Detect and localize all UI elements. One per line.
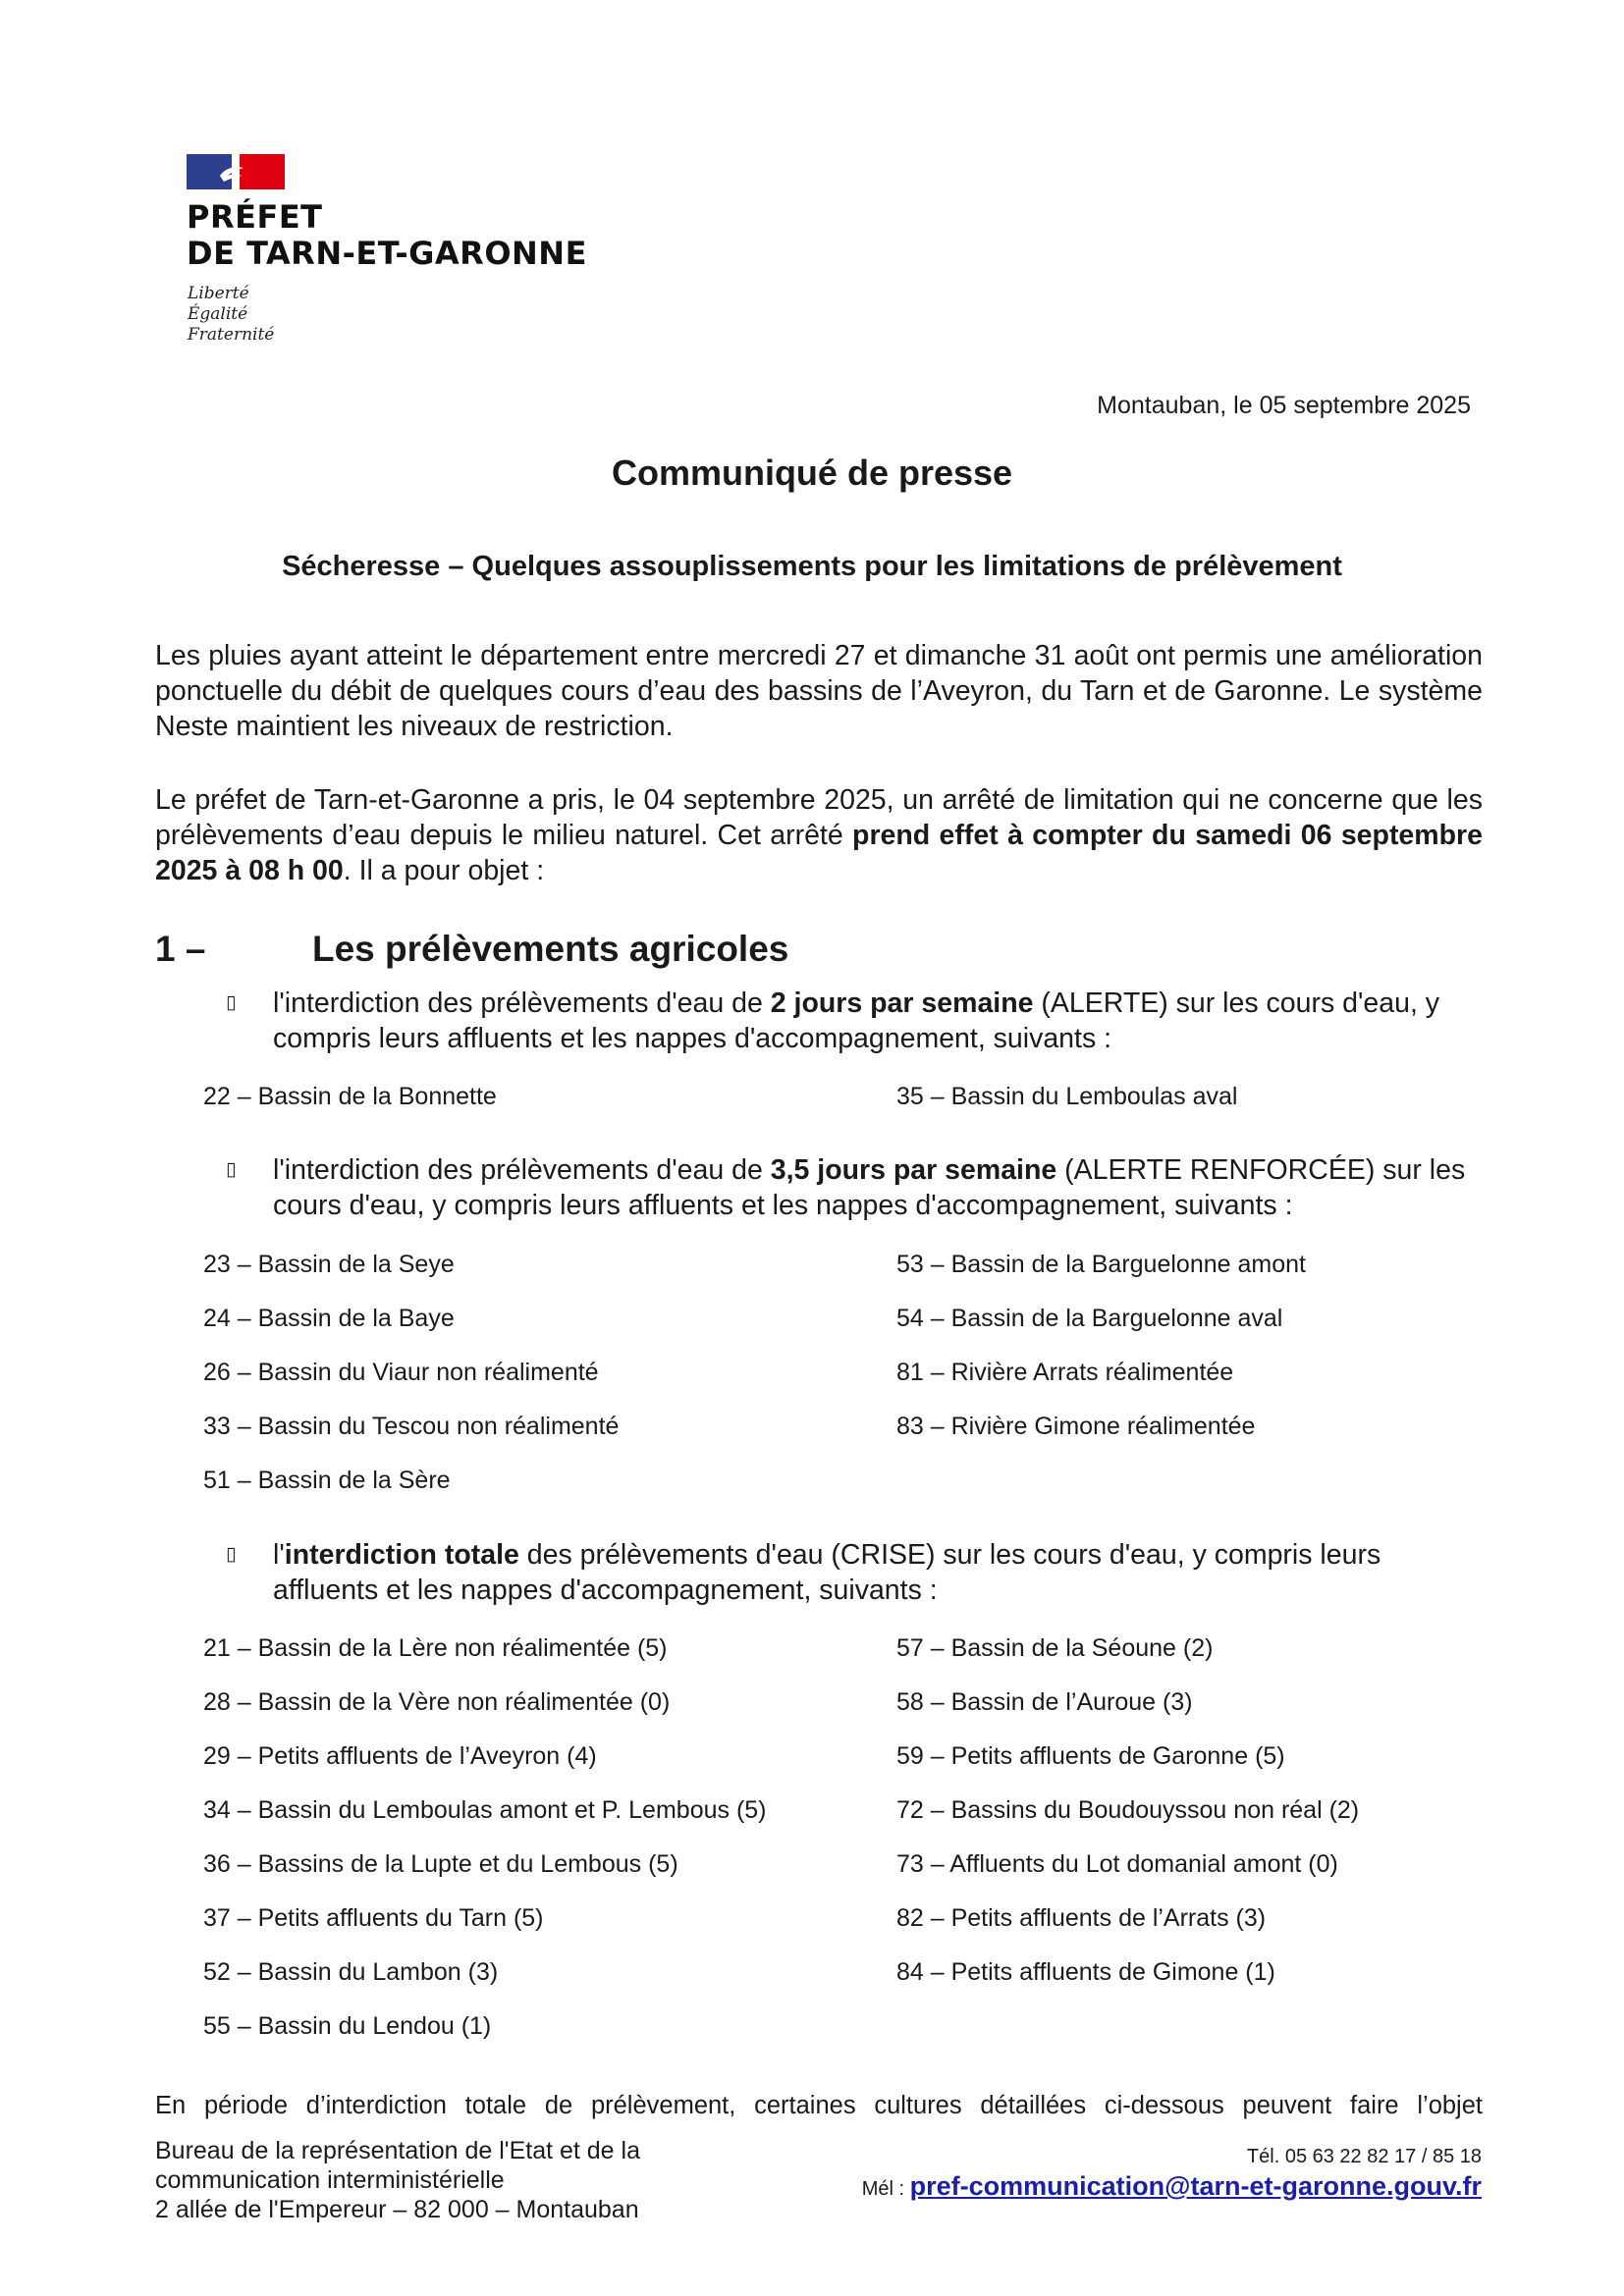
list-item: 72 – Bassins du Boudouyssou non réal (2) (896, 1796, 1360, 1824)
list-item: 54 – Bassin de la Barguelonne aval (896, 1305, 1283, 1332)
footer-phone: Tél. 05 63 22 82 17 / 85 18 (1246, 2146, 1482, 2167)
decree-effective-date: prend effet à compter du samedi 06 septembre 2025 à 08 h 00 (155, 820, 1483, 886)
decree-paragraph (155, 782, 1483, 888)
list-item: 29 – Petits affluents de l’Aveyron (4) (203, 1742, 597, 1770)
section-number: 1 – (155, 929, 206, 969)
motto-fraternite: Fraternité (188, 325, 275, 345)
document-title: Communiqué de presse (611, 453, 1013, 493)
list-item: 34 – Bassin du Lemboulas amont et P. Lembous (5) (203, 1796, 767, 1824)
list-item: 21 – Bassin de la Lère non réalimentée (5) (203, 1634, 668, 1662)
list-item: 58 – Bassin de l’Auroue (3) (896, 1688, 1193, 1716)
flag-blue-band (187, 154, 232, 189)
footer-address-line: communication interministérielle (155, 2166, 505, 2194)
list-item: 22 – Bassin de la Bonnette (203, 1083, 497, 1110)
bullet-text-post: (ALERTE RENFORCÉE) sur les cours d'eau, y compris leurs affluents et les nappes d'accompagnement, suivants : (273, 1154, 1466, 1221)
list-item: 53 – Bassin de la Barguelonne amont (896, 1251, 1306, 1278)
list-item: 83 – Rivière Gimone réalimentée (896, 1413, 1256, 1440)
bullet-text-bold: 3,5 jours par semaine (770, 1154, 1057, 1186)
prefecture-name (187, 199, 587, 272)
prefecture-name-line1: PRÉFET (187, 198, 323, 236)
crise-list-left (203, 1633, 767, 2065)
list-item: 82 – Petits affluents de l’Arrats (3) (896, 1904, 1267, 1932)
motto-liberte: Liberté (188, 284, 249, 303)
list-item: 36 – Bassins de la Lupte et du Lembous (5) (203, 1850, 678, 1878)
alerte-renforcee-list-left (203, 1250, 619, 1520)
bullet-text-bold: 2 jours par semaine (770, 988, 1034, 1019)
list-item: 84 – Petits affluents de Gimone (1) (896, 1958, 1275, 1986)
list-item: 81 – Rivière Arrats réalimentée (896, 1359, 1234, 1386)
alerte-list-right (896, 1082, 1237, 1111)
motto-egalite: Égalité (188, 304, 248, 324)
document-subtitle: Sécheresse – Quelques assouplissements pour les limitations de prélèvement (282, 551, 1342, 582)
list-item: 37 – Petits affluents du Tarn (5) (203, 1904, 544, 1932)
section-title: Les prélèvements agricoles (312, 929, 789, 969)
marianne-icon (218, 162, 245, 184)
list-item: 57 – Bassin de la Séoune (2) (896, 1634, 1214, 1662)
prefecture-name-line2: DE TARN-ET-GARONNE (187, 235, 587, 272)
bullet-text-post: des prélèvements d'eau (CRISE) sur les cours d'eau, y compris leurs affluents et les nappes d'accompagnement, suivants : (273, 1539, 1381, 1606)
email-label: Mél : (861, 2178, 910, 2200)
email-link[interactable]: pref-communication@tarn-et-garonne.gouv.fr (909, 2171, 1482, 2201)
footer-address-line: 2 allée de l'Empereur – 82 000 – Montauban (155, 2196, 639, 2223)
decree-text-end: . Il a pour objet : (343, 855, 545, 886)
footer-address-line: Bureau de la représentation de l'Etat et de la (155, 2137, 640, 2164)
bullet-text-pre: l'interdiction des prélèvements d'eau de (273, 988, 771, 1019)
list-item: 23 – Bassin de la Seye (203, 1251, 455, 1278)
bullet-text-post: (ALERTE) sur les cours d'eau, y compris leurs affluents et les nappes d'accompagnement, suivants : (273, 988, 1440, 1054)
bullet-alerte-renforcee-text (273, 1152, 1490, 1223)
flag-red-band (240, 154, 285, 189)
list-item: 26 – Bassin du Viaur non réalimenté (203, 1359, 599, 1386)
list-item: 73 – Affluents du Lot domanial amont (0) (896, 1850, 1338, 1878)
list-item: 59 – Petits affluents de Garonne (5) (896, 1742, 1285, 1770)
list-item: 24 – Bassin de la Baye (203, 1305, 455, 1332)
place-date: Montauban, le 05 septembre 2025 (1097, 392, 1471, 419)
bullet-text-pre: l' (273, 1539, 285, 1571)
closing-paragraph: En période d’interdiction totale de prélèvement, certaines cultures détaillées ci-dessous peuvent faire l’objet (155, 2092, 1483, 2119)
bullet-icon: ▯ (226, 1544, 237, 1565)
republic-motto (188, 284, 274, 346)
bullet-alerte-text (273, 986, 1490, 1056)
list-item: 33 – Bassin du Tescou non réalimenté (203, 1413, 620, 1440)
alerte-renforcee-list-right (896, 1250, 1306, 1466)
list-item: 55 – Bassin du Lendou (1) (203, 2012, 492, 2040)
intro-paragraph: Les pluies ayant atteint le département entre mercredi 27 et dimanche 31 août ont permis une amélioration ponctuelle du débit de quelques cours d’eau des bassins de l’Aveyron, du Tarn et de Garonne. Le système Neste maintient les niveaux de restriction. (155, 640, 1483, 742)
footer-email (862, 2171, 1482, 2202)
crise-list-right (896, 1633, 1359, 2011)
alerte-list-left (203, 1082, 497, 1111)
bullet-crise-text (273, 1537, 1490, 1608)
list-item: 28 – Bassin de la Vère non réalimentée (0) (203, 1688, 671, 1716)
bullet-text-pre: l'interdiction des prélèvements d'eau de (273, 1154, 771, 1186)
decree-text: Le préfet de Tarn-et-Garonne a pris, le 04 septembre 2025, un arrêté de limitation qui ne concerne que les prélèvements d’eau depuis le milieu naturel. Cet arrêté (155, 784, 1483, 851)
footer-address (155, 2136, 640, 2224)
list-item: 52 – Bassin du Lambon (3) (203, 1958, 499, 1986)
republic-logo (187, 154, 285, 189)
bullet-icon: ▯ (226, 992, 237, 1013)
bullet-icon: ▯ (226, 1159, 237, 1180)
list-item: 51 – Bassin de la Sère (203, 1467, 451, 1494)
list-item: 35 – Bassin du Lemboulas aval (896, 1083, 1238, 1110)
bullet-text-bold: interdiction totale (284, 1539, 519, 1571)
